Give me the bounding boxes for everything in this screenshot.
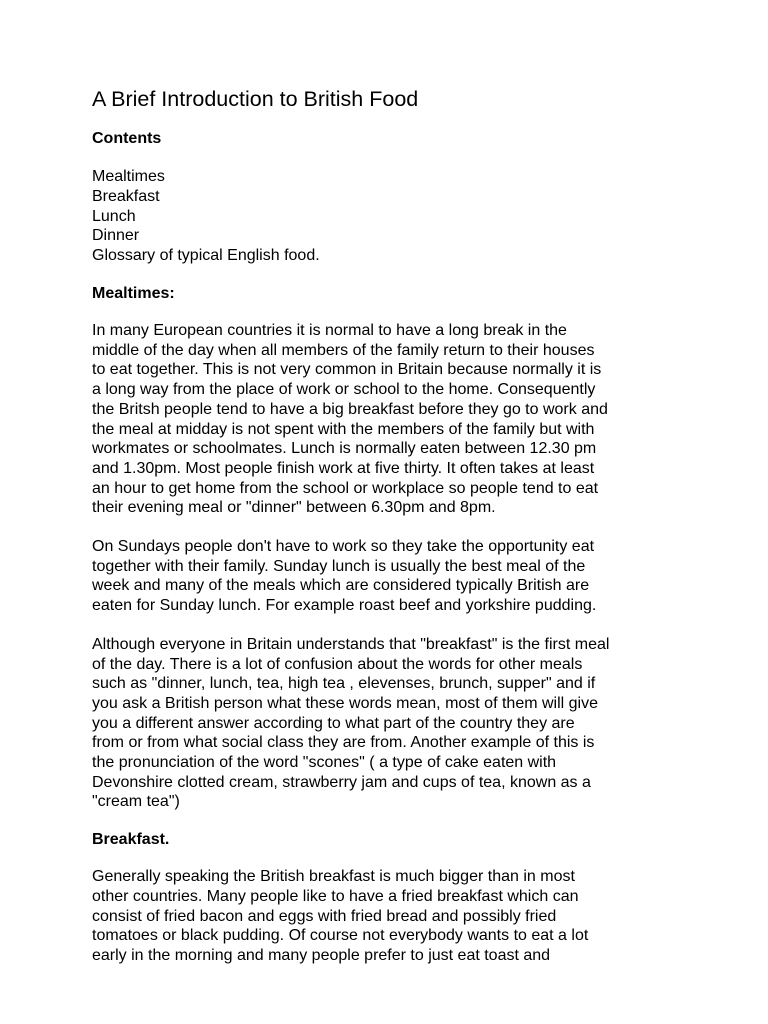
- contents-list: [92, 167, 717, 266]
- text-line: their evening meal or "dinner" between 6.30pm and 8pm.: [92, 499, 496, 517]
- text-line: to eat together. This is not very common in Britain because normally it is: [92, 361, 602, 379]
- text-line: a long way from the place of work or school to the home. Consequently: [92, 381, 596, 399]
- text-line: week and many of the meals which are considered typically British are: [92, 577, 590, 595]
- text-line: eaten for Sunday lunch. For example roast beef and yorkshire pudding.: [92, 597, 597, 615]
- text-line: tomatoes or black pudding. Of course not everybody wants to eat a lot: [92, 927, 589, 945]
- breakfast-heading: Breakfast.: [92, 831, 170, 849]
- contents-item-glossary: Glossary of typical English food.: [92, 247, 320, 265]
- breakfast-paragraph-1: [92, 867, 717, 966]
- text-line: you a different answer according to what part of the country they are: [92, 714, 575, 732]
- text-line: Although everyone in Britain understands that "breakfast" is the first meal: [92, 635, 610, 653]
- document-body: [92, 86, 717, 966]
- mealtimes-paragraph-3: [92, 635, 717, 812]
- document-title: A Brief Introduction to British Food: [92, 87, 419, 111]
- text-line: early in the morning and many people prefer to just eat toast and: [92, 946, 551, 964]
- text-line: other countries. Many people like to have a fried breakfast which can: [92, 887, 579, 905]
- contents-heading: Contents: [92, 130, 162, 147]
- text-line: the Britsh people tend to have a big breakfast before they go to work and: [92, 400, 608, 418]
- contents-item-mealtimes: Mealtimes: [92, 168, 165, 185]
- contents-item-breakfast: Breakfast: [92, 187, 160, 205]
- mealtimes-heading: Mealtimes:: [92, 284, 175, 302]
- text-line: you ask a British person what these words mean, most of them will give: [92, 694, 598, 712]
- contents-item-lunch: Lunch: [92, 207, 136, 225]
- text-line: workmates or schoolmates. Lunch is normally eaten between 12.30 pm: [92, 440, 597, 458]
- text-line: the meal at midday is not spent with the members of the family but with: [92, 420, 595, 438]
- text-line: together with their family. Sunday lunch is usually the best meal of the: [92, 557, 586, 575]
- text-line: the pronunciation of the word "scones" ( a type of cake eaten with: [92, 754, 557, 772]
- mealtimes-paragraph-1: [92, 321, 717, 518]
- text-line: of the day. There is a lot of confusion about the words for other meals: [92, 655, 583, 673]
- text-line: On Sundays people don't have to work so they take the opportunity eat: [92, 538, 595, 556]
- text-line: "cream tea"): [92, 793, 180, 811]
- contents-item-dinner: Dinner: [92, 227, 140, 245]
- text-line: consist of fried bacon and eggs with fried bread and possibly fried: [92, 907, 557, 925]
- text-line: Devonshire clotted cream, strawberry jam and cups of tea, known as a: [92, 773, 591, 791]
- text-line: from or from what social class they are from. Another example of this is: [92, 734, 595, 752]
- text-line: an hour to get home from the school or workplace so people tend to eat: [92, 479, 599, 497]
- mealtimes-paragraph-2: [92, 537, 717, 616]
- text-line: Generally speaking the British breakfast is much bigger than in most: [92, 868, 575, 886]
- text-line: and 1.30pm. Most people finish work at five thirty. It often takes at least: [92, 459, 595, 477]
- text-line: middle of the day when all members of the family return to their houses: [92, 341, 595, 359]
- text-line: In many European countries it is normal to have a long break in the: [92, 321, 567, 339]
- text-line: such as "dinner, lunch, tea, high tea , elevenses, brunch, supper" and if: [92, 675, 596, 693]
